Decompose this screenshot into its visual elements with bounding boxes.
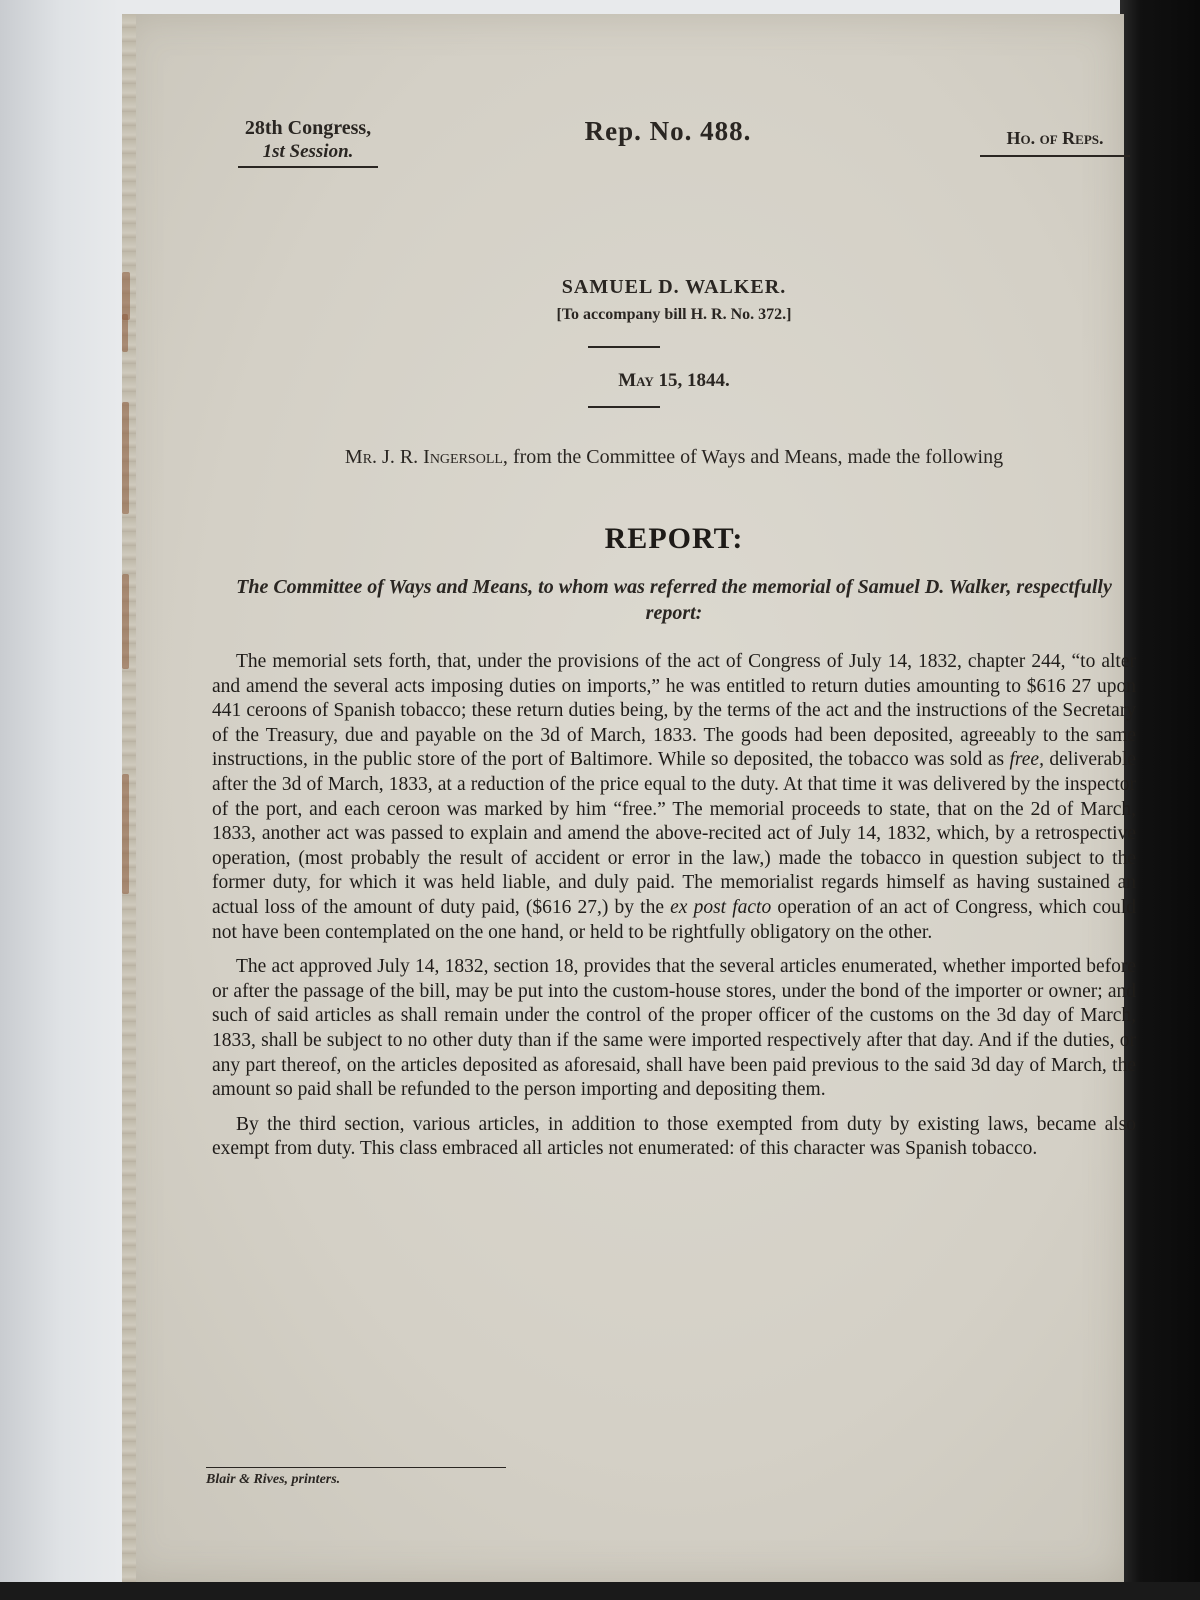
report-date: May 15, 1844. xyxy=(618,370,730,391)
document-page xyxy=(122,14,1136,1582)
paragraph-text: The memorial sets forth, that, under the provisions of the act of Congress of July 14, 1832, chapter 244, “to alter and amend the several acts imposing duties on imports,” he was entitled to return duties amounting to $616 27 upon 441 ceroons of Spanish tobacco; these return duties being, by the terms of the act and the instructions of the Secretary of the Treasury, due and payable on the 3d of March, 1833. The goods had been deposited, agreeably to the same instructions, in the public store of the port of Baltimore. While so deposited, the tobacco was sold as xyxy=(212,651,1136,771)
report-body xyxy=(212,650,1136,1172)
rust-stain xyxy=(122,314,128,352)
background-dark-bottom xyxy=(0,1582,1200,1600)
report-heading: REPORT: xyxy=(604,522,744,555)
italic-ex-post-facto: ex post facto xyxy=(670,896,772,918)
italic-free: free, xyxy=(1009,749,1044,771)
document-header xyxy=(218,110,1130,180)
paragraph-memorial xyxy=(212,650,1136,945)
document-subtitle: [To accompany bill H. R. No. 372.] xyxy=(556,306,792,323)
printer-imprint: Blair & Rives, printers. xyxy=(206,1467,506,1488)
rust-stain xyxy=(122,574,129,669)
divider xyxy=(588,346,660,348)
paragraph-text: deliverable after the 3d of March, 1833, at a reduction of the price equal to the duty. At that time it was delivered by the inspector of the port, and each ceroon was marked by him “free.” The memorial proceeds to state, that on the 2d of March, 1833, another act was passed to explain and amend the above-recited act of July 14, 1832, which, by a retrospective operation, (most probably the result of accident or error in the law,) made the tobacco in question subject to the former duty, for which it was held liable, and duly paid. The memorialist regards himself as having sustained an actual loss of the amount of duty paid, ($616 27,) by the xyxy=(212,749,1136,918)
introduction xyxy=(218,444,1130,470)
paragraph-act-1832: The act approved July 14, 1832, section 18, provides that the several articles enumerated, whether imported before or after the passage of the bill, may be put into the custom-house stores, under the bond of the importer or owner; and such of said articles as shall remain under the control of the proper officer of the customs on the 3d day of March, 1833, shall be subject to no other duty than if the same were imported respectively after that day. And if the duties, or any part thereof, on the articles deposited as aforesaid, shall have been paid previous to the said 3d day of March, the amount so paid shall be refunded to the person importing and depositing them. xyxy=(212,956,1136,1101)
document-title: SAMUEL D. WALKER. xyxy=(561,276,787,298)
paragraph-third-section: By the third section, various articles, in addition to those exempted from duty by existing laws, became also exempt from duty. This class embraced all articles not enumerated: of this character was Spanish tobacco. xyxy=(212,1113,1136,1160)
committee-statement: The Committee of Ways and Means, to whom was referred the memorial of Samuel D. Walker, respectfully report: xyxy=(236,576,1112,624)
introduction-text: from the Committee of Ways and Means, made the following xyxy=(507,446,1004,468)
rust-stain xyxy=(122,272,130,320)
rust-stain xyxy=(122,774,129,894)
session-label: 1st Session. xyxy=(238,140,378,168)
congress-label xyxy=(218,116,398,168)
rust-stain xyxy=(122,402,129,514)
show-through-text xyxy=(332,184,1122,544)
house-label: Ho. of Reps. xyxy=(980,128,1130,157)
divider xyxy=(588,406,660,408)
member-name: Mr. J. R. Ingersoll, xyxy=(344,446,508,468)
paragraph-text: operation of an act of Congress, which could not have been contemplated on the one hand, or held to be rightfully obligatory on the other. xyxy=(212,896,1136,943)
congress-number: 28th Congress, xyxy=(244,117,372,139)
report-number: Rep. No. 488. xyxy=(584,116,752,146)
